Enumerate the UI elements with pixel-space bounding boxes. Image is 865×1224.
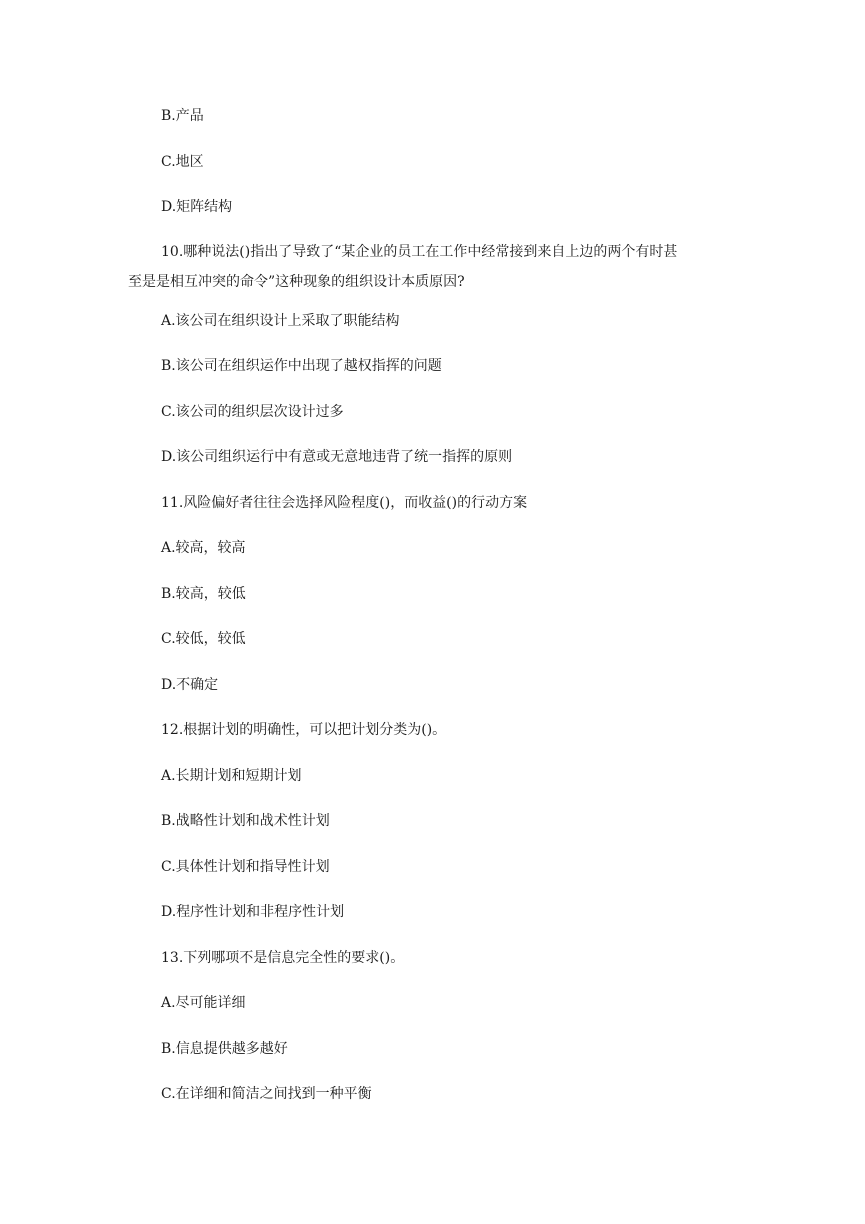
option-c-region: C.地区 — [161, 154, 204, 170]
question-12: 12.根据计划的明确性，可以把计划分类为()。 — [161, 722, 447, 738]
q13-option-b: B.信息提供越多越好 — [161, 1041, 288, 1057]
q10-option-b: B.该公司在组织运作中出现了越权指挥的问题 — [161, 358, 442, 374]
q11-option-c: C.较低，较低 — [161, 631, 246, 647]
question-10-line-1: 10.哪种说法()指出了导致了“某企业的员工在工作中经常接到来自上边的两个有时甚 — [161, 244, 678, 260]
q10-option-d: D.该公司组织运行中有意或无意地违背了统一指挥的原则 — [161, 449, 513, 465]
q11-option-b: B.较高，较低 — [161, 586, 246, 602]
question-10-line-2: 至是是相互冲突的命令”这种现象的组织设计本质原因? — [128, 274, 465, 290]
q12-option-c: C.具体性计划和指导性计划 — [161, 859, 330, 875]
q12-option-b: B.战略性计划和战术性计划 — [161, 813, 330, 829]
q12-option-d: D.程序性计划和非程序性计划 — [161, 904, 345, 920]
q11-option-d: D.不确定 — [161, 677, 219, 693]
q10-option-a: A.该公司在组织设计上采取了职能结构 — [161, 313, 400, 329]
q12-option-a: A.长期计划和短期计划 — [161, 768, 302, 784]
q10-option-c: C.该公司的组织层次设计过多 — [161, 404, 344, 420]
q11-option-a: A.较高，较高 — [161, 540, 246, 556]
question-11: 11.风险偏好者往往会选择风险程度()，而收益()的行动方案 — [161, 495, 528, 511]
option-b-product: B.产品 — [161, 108, 204, 124]
question-13: 13.下列哪项不是信息完全性的要求()。 — [161, 950, 405, 966]
q13-option-a: A.尽可能详细 — [161, 995, 246, 1011]
question-10 — [128, 237, 741, 297]
q13-option-c: C.在详细和简洁之间找到一种平衡 — [161, 1086, 372, 1102]
option-d-matrix: D.矩阵结构 — [161, 199, 233, 215]
